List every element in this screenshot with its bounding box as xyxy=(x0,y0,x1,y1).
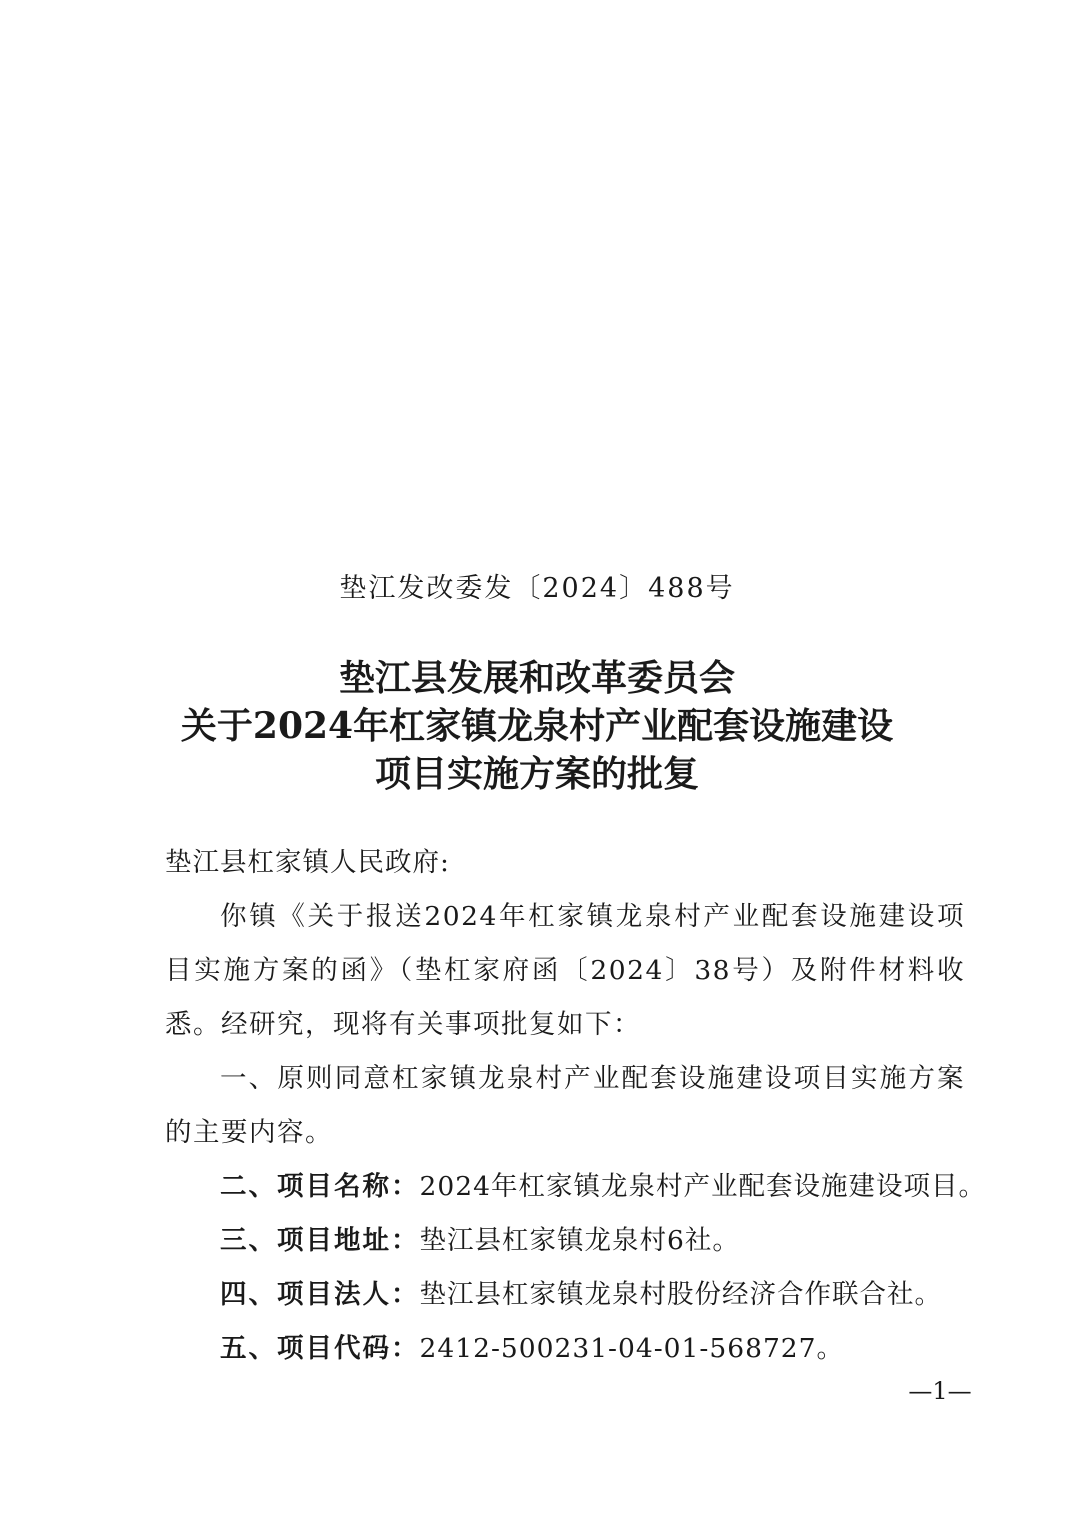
item-label: 三、项目地址： xyxy=(220,1225,420,1256)
title-line-3: 项目实施方案的批复 xyxy=(374,753,699,795)
paragraph-intro: 你镇《关于报送2024年杠家镇龙泉村产业配套设施建设项目实施方案的函》（垫杠家府函〔2024〕38号）及附件材料收悉。经研究，现将有关事项批复如下： xyxy=(165,901,965,1040)
item-label: 五、项目代码： xyxy=(220,1333,420,1364)
title-line-2: 关于2024年杠家镇龙泉村产业配套设施建设 xyxy=(180,705,894,747)
item-value: 2024年杠家镇龙泉村产业配套设施建设项目。 xyxy=(419,1171,986,1202)
document-body xyxy=(165,836,986,1376)
item-project-legal-person xyxy=(165,1268,965,1322)
item-project-code xyxy=(165,1322,965,1376)
item-project-name xyxy=(165,1160,986,1214)
item-label: 四、项目法人： xyxy=(220,1279,420,1310)
item-value: 2412-500231-04-01-568727。 xyxy=(419,1333,845,1364)
title-line-1: 垫江县发展和改革委员会 xyxy=(338,657,735,699)
document-number: 垫江发改委发〔2024〕488号 xyxy=(339,573,735,604)
paragraph-item-one: 一、原则同意杠家镇龙泉村产业配套设施建设项目实施方案的主要内容。 xyxy=(165,1063,965,1148)
item-value: 垫江县杠家镇龙泉村6社。 xyxy=(419,1225,740,1256)
document-title xyxy=(0,654,1074,798)
item-label: 二、项目名称： xyxy=(220,1171,420,1202)
item-value: 垫江县杠家镇龙泉村股份经济合作联合社。 xyxy=(419,1279,942,1310)
salutation: 垫江县杠家镇人民政府: xyxy=(165,847,450,878)
item-project-address xyxy=(165,1214,965,1268)
page-number: —1— xyxy=(908,1377,972,1405)
